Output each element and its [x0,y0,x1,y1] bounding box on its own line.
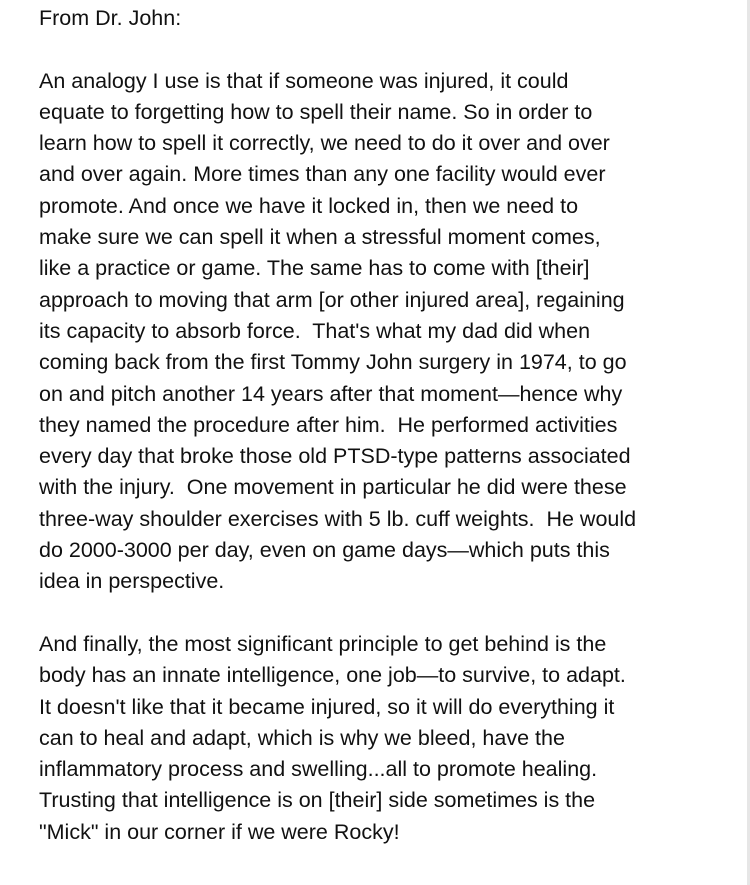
text-line: promote. And once we have it locked in, then we need to [39,193,579,218]
text-line: make sure we can spell it when a stressful moment comes, [39,225,601,250]
text-line: Trusting that intelligence is on [their] side sometimes is the [39,788,596,813]
text-line: they named the procedure after him. He performed activities [39,412,618,437]
text-line: three-way shoulder exercises with 5 lb. cuff weights. He would [39,506,637,531]
paragraph-1 [39,66,744,598]
text-line: inflammatory process and swelling...all to promote healing. [39,757,598,782]
text-line: idea in perspective. [39,569,225,594]
paragraph-2 [39,629,744,848]
text-line: do 2000-3000 per day, even on game days—which puts this [39,538,610,563]
text-line: on and pitch another 14 years after that moment—hence why [39,381,623,406]
paragraph-spacer [39,34,744,65]
text-line: every day that broke those old PTSD-type patterns associated [39,444,631,469]
document-body [39,3,744,848]
text-line: with the injury. One movement in particular he did were these [39,475,627,500]
text-line: its capacity to absorb force. That's what my dad did when [39,318,591,343]
text-line: approach to moving that arm [or other injured area], regaining [39,287,625,312]
paragraph-spacer [39,598,744,629]
text-line: body has an innate intelligence, one job—to survive, to adapt. [39,663,626,688]
text-line: "Mick" in our corner if we were Rocky! [39,819,400,844]
text-line: And finally, the most significant principle to get behind is the [39,631,607,656]
text-line: An analogy I use is that if someone was injured, it could [39,68,569,93]
text-line: learn how to spell it correctly, we need to do it over and over [39,131,610,156]
text-line: like a practice or game. The same has to come with [their] [39,256,590,281]
text-line: equate to forgetting how to spell their name. So in order to [39,99,593,124]
text-line: and over again. More times than any one facility would ever [39,162,606,187]
text-line: It doesn't like that it became injured, so it will do everything it [39,694,615,719]
document-heading: From Dr. John: [39,6,182,30]
text-line: coming back from the first Tommy John surgery in 1974, to go [39,350,627,375]
text-line: can to heal and adapt, which is why we bleed, have the [39,725,565,750]
